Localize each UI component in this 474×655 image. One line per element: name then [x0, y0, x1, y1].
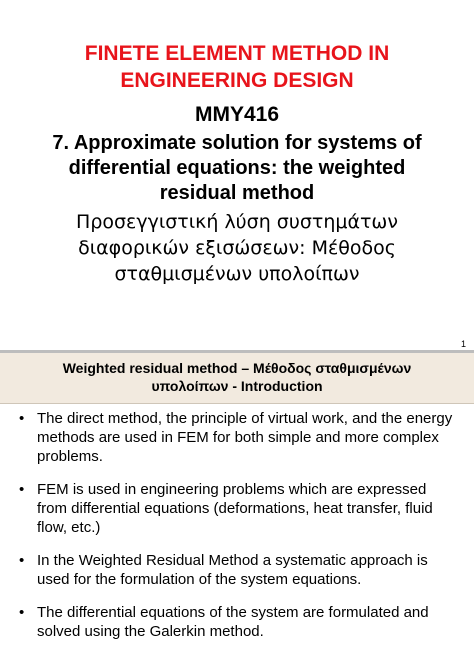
- slide-subtitle: [18, 131, 456, 206]
- subtitle-line-3: residual method: [159, 182, 315, 204]
- bullet-icon: •: [19, 410, 25, 427]
- list-item-text: FEM is used in engineering problems which are expressed from differential equations (deformations, heat transfer, fluid flow, etc.): [37, 481, 433, 536]
- slide-header: [0, 353, 474, 404]
- slide-title: [20, 40, 454, 94]
- title-line-1: FINETE ELEMENT METHOD IN: [84, 42, 390, 65]
- greek-subtitle: [10, 209, 464, 287]
- subtitle-line-1: 7. Approximate solution for systems of: [52, 132, 422, 154]
- header-line-2: υπολοίπων - Introduction: [151, 378, 323, 394]
- content-slide: [0, 353, 474, 640]
- list-item: [0, 551, 474, 589]
- greek-line-1: Προσεγγιστική λύση συστημάτων: [76, 211, 398, 233]
- list-item-text: The direct method, the principle of virtual work, and the energy methods are used in FEM for both simple and more complex problems.: [37, 410, 453, 465]
- course-code: MMY416: [194, 103, 280, 126]
- list-item: [0, 603, 474, 641]
- page-number: 1: [460, 339, 466, 349]
- list-item: [0, 409, 474, 466]
- slide-header-text: [10, 359, 464, 395]
- bullet-icon: •: [19, 552, 25, 569]
- header-line-1: Weighted residual method – Μέθοδος σταθμισμένων: [62, 360, 412, 376]
- list-item-text: The differential equations of the system are formulated and solved using the Galerkin method.: [37, 604, 429, 640]
- bullet-icon: •: [19, 604, 25, 621]
- title-line-2: ENGINEERING DESIGN: [120, 69, 354, 92]
- greek-line-2: διαφορικών εξισώσεων: Μέθοδος: [78, 237, 396, 259]
- bullet-list: [0, 409, 474, 655]
- bullet-icon: •: [19, 481, 25, 498]
- list-item-text: In the Weighted Residual Method a systematic approach is used for the formulation of the system equations.: [37, 552, 428, 588]
- greek-line-3: σταθμισμένων υπολοίπων: [114, 263, 360, 285]
- list-item: [0, 480, 474, 537]
- subtitle-line-2: differential equations: the weighted: [68, 157, 406, 179]
